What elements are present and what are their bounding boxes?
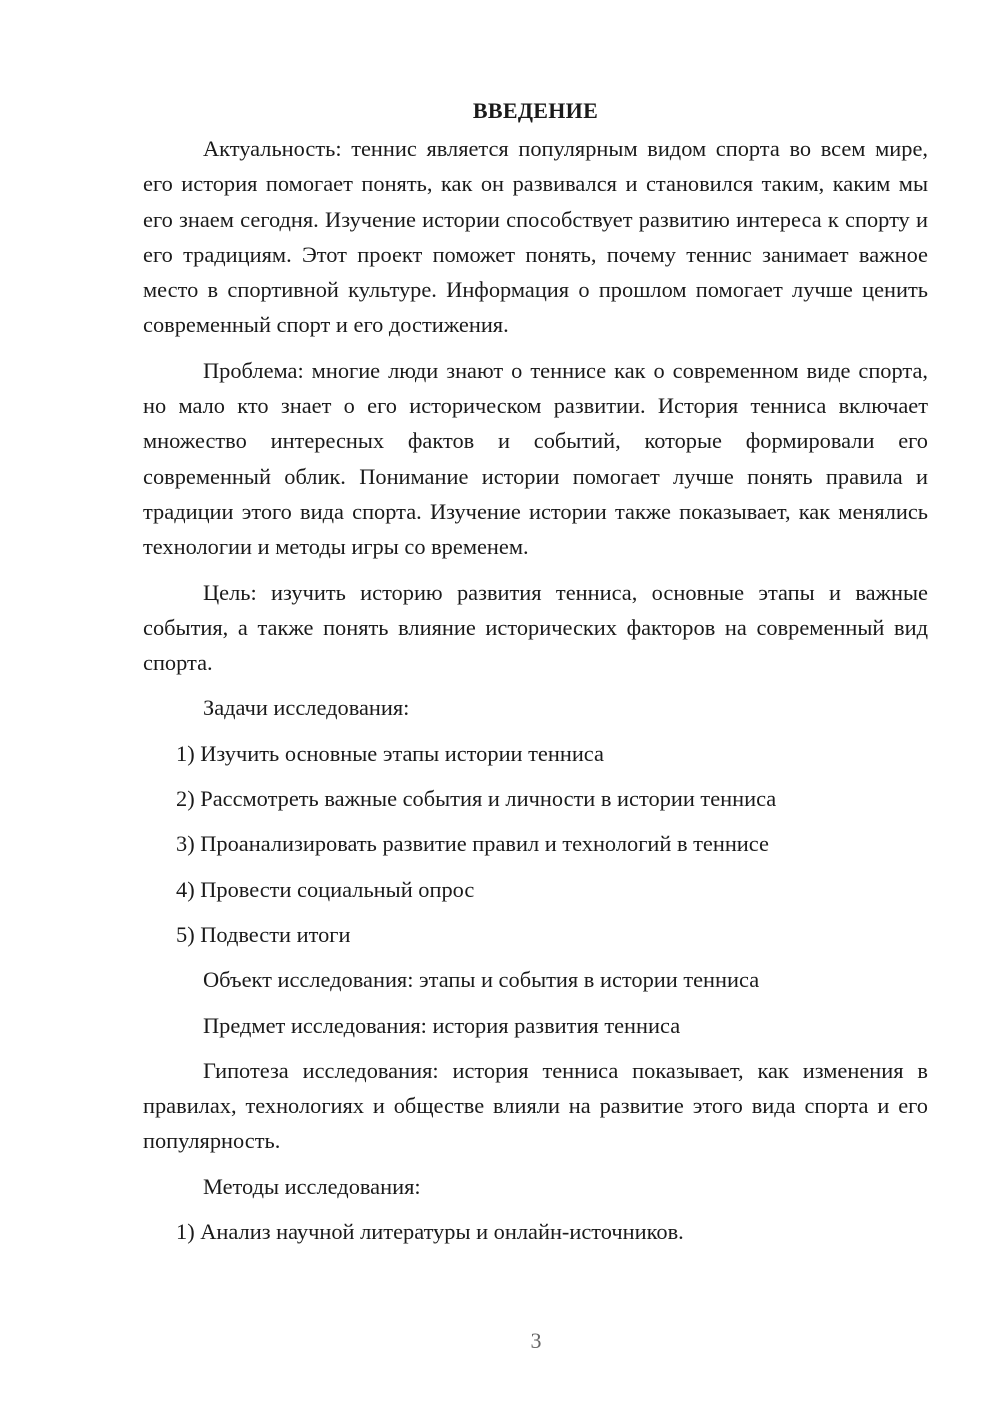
list-item: 3) Проанализировать развитие правил и технологий в теннисе bbox=[176, 831, 769, 857]
section-heading: ВВЕДЕНИЕ bbox=[472, 98, 599, 123]
methods-heading: Методы исследования: bbox=[203, 1173, 421, 1199]
list-item: 5) Подвести итоги bbox=[176, 921, 351, 947]
goal-paragraph: Цель: изучить историю развития тенниса, основные этапы и важные события, а также понять влияние исторических факторов на современный вид спорта. bbox=[143, 579, 928, 676]
hypothesis-paragraph: Гипотеза исследования: история тенниса показывает, как изменения в правилах, технологиях и обществе влияли на развитие этого вида спорта и его популярность. bbox=[143, 1057, 928, 1154]
tasks-heading: Задачи исследования: bbox=[203, 695, 410, 721]
subject-paragraph: Предмет исследования: история развития тенниса bbox=[203, 1012, 681, 1038]
relevance-paragraph: Актуальность: теннис является популярным видом спорта во всем мире, его история помогает понять, как он развивался и становился таким, каким мы его знаем сегодня. Изучение истории способствует развитию интереса к спорту и его традициям. Этот проект поможет понять, почему теннис занимает важное место в спортивной культуре. Информация о прошлом помогает лучше ценить современный спорт и его достижения. bbox=[143, 136, 928, 338]
list-item: 1) Анализ научной литературы и онлайн-источников. bbox=[176, 1219, 684, 1245]
tasks-list bbox=[143, 736, 928, 952]
page-number: 3 bbox=[530, 1328, 542, 1353]
problem-paragraph: Проблема: многие люди знают о теннисе как о современном виде спорта, но мало кто знает о его историческом развитии. История тенниса включает множество интересных фактов и событий, которые формировали его современный облик. Понимание истории помогает лучше понять правила и традиции этого вида спорта. Изучение истории также показывает, как менялись технологии и методы игры со временем. bbox=[143, 357, 928, 560]
list-item: 1) Изучить основные этапы истории тенниса bbox=[176, 740, 604, 766]
methods-list bbox=[143, 1214, 928, 1249]
list-item: 4) Провести социальный опрос bbox=[176, 876, 475, 902]
list-item: 2) Рассмотреть важные события и личности в истории тенниса bbox=[176, 786, 777, 812]
object-paragraph: Объект исследования: этапы и события в истории тенниса bbox=[203, 967, 760, 993]
document-page bbox=[143, 93, 928, 1249]
